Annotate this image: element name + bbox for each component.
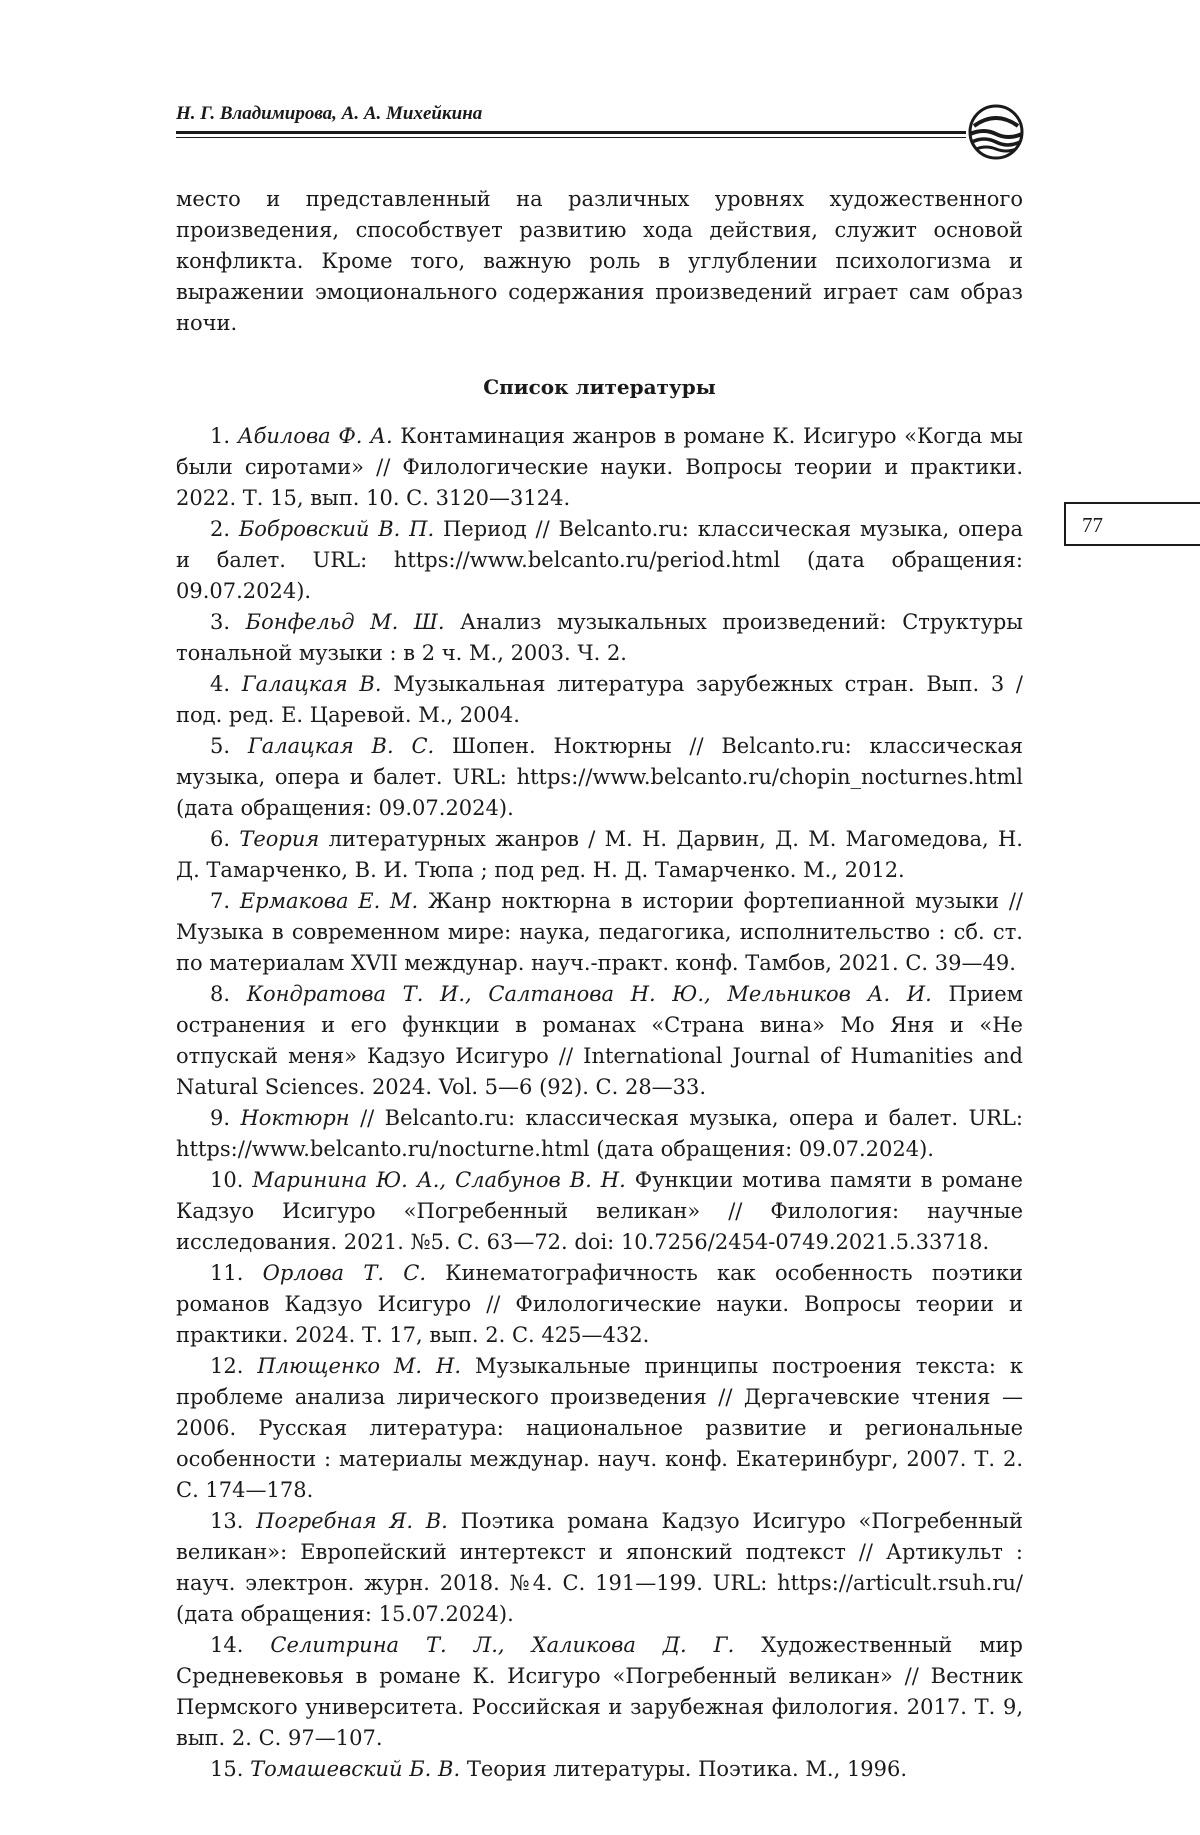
reference-number: 6. <box>210 827 231 851</box>
reference-item <box>176 824 1023 886</box>
page-number-box <box>1064 502 1200 546</box>
reference-number: 13. <box>210 1509 244 1533</box>
references-heading: Список литературы <box>483 375 716 399</box>
reference-number: 4. <box>210 672 231 696</box>
intro-paragraph: место и представленный на различных уровнях художественного произведения, способствует развитию хода действия, служит основой конфликта. Кроме того, важную роль в углублении психологизма и выражении эмоционального содержания произведений играет сам образ ночи. <box>176 187 1023 335</box>
reference-author: Бобровский В. П. <box>238 517 435 541</box>
running-head-authors: Н. Г. Владимирова, А. А. Михейкина <box>176 103 483 124</box>
reference-number: 1. <box>210 424 231 448</box>
reference-item <box>176 1754 1023 1785</box>
reference-item <box>176 421 1023 514</box>
reference-text: литературных жанров / М. Н. Дарвин, Д. М. Магомедова, Н. Д. Тамарченко, В. И. Тюпа ; под ред. Н. Д. Тамарченко. М., 2012. <box>176 827 1023 882</box>
reference-author: Орлова Т. С. <box>262 1261 426 1285</box>
references-list <box>176 421 1023 1785</box>
reference-author: Галацкая В. С. <box>247 734 435 758</box>
reference-item <box>176 514 1023 607</box>
reference-text: Прием остранения и его функции в романах «Страна вина» Мо Яня и «Не отпускай меня» Кадзуо Исигуро // International Journal of Humanities and Natural Sciences. 2024. Vol. 5—6 (92). С. 28—33. <box>176 982 1023 1099</box>
reference-number: 7. <box>210 889 231 913</box>
reference-author: Бонфельд М. Ш. <box>245 610 445 634</box>
reference-text: Анализ музыкальных произведений: Структуры тональной музыки : в 2 ч. М., 2003. Ч. 2. <box>176 610 1023 665</box>
reference-number: 2. <box>210 517 231 541</box>
page-number: 77 <box>1082 513 1103 537</box>
reference-item <box>176 1258 1023 1351</box>
reference-text: Кинематографичность как особенность поэтики романов Кадзуо Исигуро // Филологические науки. Вопросы теории и практики. 2024. Т. 17, вып. 2. С. 425—432. <box>176 1261 1023 1347</box>
reference-item <box>176 1165 1023 1258</box>
reference-author: Теория <box>239 827 320 851</box>
reference-text: Художественный мир Средневековья в романе К. Исигуро «Погребенный великан» // Вестник Пермского университета. Российская и зарубежная филология. 2017. Т. 9, вып. 2. С. 97—107. <box>176 1633 1023 1750</box>
header-rule-thick <box>176 131 966 134</box>
reference-text: Теория литературы. Поэтика. М., 1996. <box>460 1757 908 1781</box>
reference-item <box>176 731 1023 824</box>
reference-item <box>176 886 1023 979</box>
reference-author: Ноктюрн <box>240 1106 350 1130</box>
reference-text: Музыкальные принципы построения текста: к проблеме анализа лирического произведения // Дергачевские чтения — 2006. Русская литература: национальное развитие и региональные особенности : материалы междунар. науч. конф. Екатеринбург, 2007. Т. 2. С. 174—178. <box>176 1354 1023 1502</box>
reference-text: Музыкальная литература зарубежных стран. Вып. 3 / под. ред. Е. Царевой. М., 2004. <box>176 672 1023 727</box>
reference-text: Шопен. Ноктюрны // Belcanto.ru: классическая музыка, опера и балет. URL: https://www.belcanto.ru/chopin_nocturnes.html (дата обращения: 09.07.2024). <box>176 734 1023 820</box>
reference-number: 9. <box>210 1106 231 1130</box>
reference-number: 14. <box>210 1633 244 1657</box>
reference-author: Маринина Ю. А., Слабунов В. Н. <box>252 1168 626 1192</box>
reference-number: 5. <box>210 734 231 758</box>
reference-item <box>176 669 1023 731</box>
reference-text: Функции мотива памяти в романе Кадзуо Исигуро «Погребенный великан» // Филология: научные исследования. 2021. №5. С. 63—72. doi: 10.7256/2454-0749.2021.5.33718. <box>176 1168 1023 1254</box>
reference-number: 10. <box>210 1168 244 1192</box>
reference-item <box>176 1630 1023 1754</box>
reference-author: Ермакова Е. М. <box>239 889 419 913</box>
reference-number: 12. <box>210 1354 244 1378</box>
reference-text: Поэтика романа Кадзуо Исигуро «Погребенный великан»: Европейский интертекст и японский подтекст // Артикульт : науч. электрон. журн. 2018. №4. С. 191—199. URL: https://articult.rsuh.ru/ (дата обращения: 15.07.2024). <box>176 1509 1024 1626</box>
main-content <box>176 184 1023 1785</box>
reference-item <box>176 1351 1023 1506</box>
reference-author: Томашевский Б. В. <box>250 1757 461 1781</box>
reference-author: Селитрина Т. Л., Халикова Д. Г. <box>270 1633 735 1657</box>
reference-number: 3. <box>210 610 231 634</box>
reference-item <box>176 1103 1023 1165</box>
reference-number: 11. <box>210 1261 244 1285</box>
reference-number: 8. <box>210 982 231 1006</box>
header-rule-thin <box>176 137 966 138</box>
reference-author: Погребная Я. В. <box>256 1509 448 1533</box>
reference-text: // Belcanto.ru: классическая музыка, опера и балет. URL: https://www.belcanto.ru/nocturne.html (дата обращения: 09.07.2024). <box>176 1106 1023 1161</box>
reference-author: Плющенко М. Н. <box>257 1354 462 1378</box>
reference-text: Жанр ноктюрна в истории фортепианной музыки // Музыка в современном мире: наука, педагогика, исполнительство : сб. ст. по материалам XVII междунар. науч.-практ. конф. Тамбов, 2021. С. 39—49. <box>176 889 1024 975</box>
reference-item <box>176 1506 1023 1630</box>
reference-item <box>176 607 1023 669</box>
reference-author: Кондратова Т. И., Салтанова Н. Ю., Мельников А. И. <box>246 982 932 1006</box>
reference-author: Абилова Ф. А. <box>237 424 393 448</box>
reference-text: Период // Belcanto.ru: классическая музыка, опера и балет. URL: https://www.belcanto.ru/period.html (дата обращения: 09.07.2024). <box>176 517 1023 603</box>
reference-item <box>176 979 1023 1103</box>
reference-author: Галацкая В. <box>241 672 382 696</box>
journal-logo-icon <box>966 104 1026 160</box>
reference-text: Контаминация жанров в романе К. Исигуро «Когда мы были сиротами» // Филологические науки. Вопросы теории и практики. 2022. Т. 15, вып. 10. С. 3120—3124. <box>176 424 1023 510</box>
reference-number: 15. <box>210 1757 244 1781</box>
